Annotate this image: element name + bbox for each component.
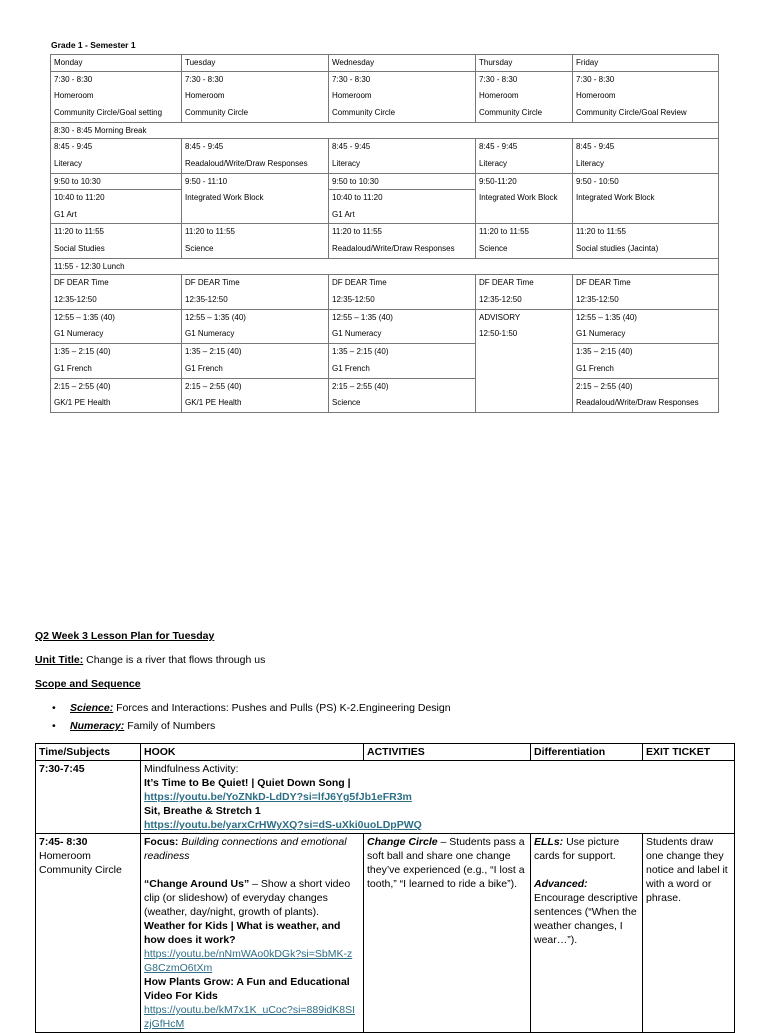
schedule-cell: 12:55 – 1:35 (40) G1 Numeracy <box>329 309 476 343</box>
schedule-row <box>51 344 719 378</box>
schedule-cell: 2:15 – 2:55 (40) GK/1 PE Health <box>182 378 329 412</box>
day-header: Tuesday <box>182 55 329 72</box>
schedule-cell: DF DEAR Time 12:35-12:50 <box>329 275 476 309</box>
focus-label: Focus: <box>144 836 179 848</box>
schedule-cell: 7:30 - 8:30 Homeroom Community Circle <box>476 71 573 122</box>
hook-cell <box>141 761 735 834</box>
schedule-cell: 1:35 – 2:15 (40) G1 French <box>329 344 476 378</box>
weather-video-link[interactable]: https://youtu.be/nNmWAo0kDGk?si=SbMK-zG8CzmO6tXm <box>144 948 353 974</box>
schedule-cell: 2:15 – 2:55 (40) Readaloud/Write/Draw Responses <box>573 378 719 412</box>
schedule-cell: 11:20 to 11:55 Science <box>476 224 573 258</box>
schedule-cell: 7:30 - 8:30 Homeroom Community Circle/Goal Review <box>573 71 719 122</box>
activity-desc: – Students pass a soft ball and share one change they’ve experienced (e.g., “I lost a tooth,” “I learned to ride a bike”). <box>367 836 525 890</box>
schedule-cell: 2:15 – 2:55 (40) GK/1 PE Health <box>51 378 182 412</box>
schedule-cell: 9:50-11:20 Integrated Work Block <box>476 173 573 224</box>
ell-value: Use picture cards for support. <box>534 836 620 862</box>
morning-break-cell: 8:30 - 8:45 Morning Break <box>51 122 719 139</box>
numeracy-value: Family of Numbers <box>124 720 216 732</box>
advanced-label: Advanced: <box>534 878 588 890</box>
scope-item-science <box>52 701 451 719</box>
weekly-schedule-table <box>50 54 719 413</box>
schedule-cell: 7:30 - 8:30 Homeroom Community Circle <box>329 71 476 122</box>
schedule-cell: 1:35 – 2:15 (40) G1 French <box>51 344 182 378</box>
exit-ticket-cell: Students draw one change they notice and label it with a word or phrase. <box>643 834 735 1033</box>
schedule-row <box>51 275 719 309</box>
stretch-link[interactable]: https://youtu.be/yarxCrHWyXQ?si=dS-uXki0uoLDpPWQ <box>144 819 422 831</box>
video-desc: – Show a short video clip (or slideshow) of everyday changes (weather, day/night, growth of plants). <box>144 878 351 918</box>
subject-label: Homeroom Community Circle <box>39 850 122 876</box>
science-label: Science: <box>70 702 114 714</box>
schedule-cell: 10:40 to 11:20 G1 Art <box>51 190 182 224</box>
numeracy-label: Numeracy: <box>70 720 125 732</box>
activity-title: Change Circle <box>367 836 438 848</box>
schedule-cell: 1:35 – 2:15 (40) G1 French <box>573 344 719 378</box>
hook-cell <box>141 834 364 1033</box>
column-header: EXIT TICKET <box>643 744 735 761</box>
science-value: Forces and Interactions: Pushes and Pulls (PS) K-2.Engineering Design <box>113 702 451 714</box>
schedule-cell: 10:40 to 11:20 G1 Art <box>329 190 476 224</box>
schedule-cell: DF DEAR Time 12:35-12:50 <box>573 275 719 309</box>
song-title: It’s Time to Be Quiet! | Quiet Down Song | <box>144 777 351 789</box>
schedule-row <box>51 309 719 343</box>
ell-label: ELLs: <box>534 836 564 848</box>
unit-title-label: Unit Title: <box>35 654 84 666</box>
scope-heading: Scope and Sequence <box>35 678 141 690</box>
advanced-value: Encourage descriptive sentences (“When the weather changes, I wear…”). <box>534 892 638 946</box>
mindfulness-label: Mindfulness Activity: <box>144 763 239 775</box>
schedule-cell: 11:20 to 11:55 Readaloud/Write/Draw Responses <box>329 224 476 258</box>
schedule-cell: DF DEAR Time 12:35-12:50 <box>182 275 329 309</box>
schedule-row <box>51 139 719 173</box>
day-header: Monday <box>51 55 182 72</box>
schedule-cell-advisory: ADVISORY 12:50-1:50 <box>476 309 573 412</box>
schedule-cell: 9:50 to 10:30 <box>329 173 476 190</box>
scope-item-numeracy <box>52 719 451 737</box>
column-header: ACTIVITIES <box>364 744 531 761</box>
schedule-cell: 8:45 - 9:45 Literacy <box>329 139 476 173</box>
time-label: 7:45- 8:30 <box>39 836 88 848</box>
schedule-cell: DF DEAR Time 12:35-12:50 <box>51 275 182 309</box>
schedule-cell: 1:35 – 2:15 (40) G1 French <box>182 344 329 378</box>
schedule-row <box>51 378 719 412</box>
column-header: Differentiation <box>531 744 643 761</box>
schedule-cell: 12:55 – 1:35 (40) G1 Numeracy <box>51 309 182 343</box>
bullet-icon: • <box>52 702 56 714</box>
schedule-cell: 9:50 to 10:30 <box>51 173 182 190</box>
schedule-row-break <box>51 122 719 139</box>
focus-value: Building connections and emotional readiness <box>144 836 347 862</box>
day-header: Wednesday <box>329 55 476 72</box>
column-header: HOOK <box>141 744 364 761</box>
schedule-cell: 2:15 – 2:55 (40) Science <box>329 378 476 412</box>
schedule-cell: 9:50 - 10:50 Integrated Work Block <box>573 173 719 224</box>
schedule-cell: 11:20 to 11:55 Science <box>182 224 329 258</box>
stretch-title: Sit, Breathe & Stretch 1 <box>144 805 261 817</box>
video-title: “Change Around Us” <box>144 878 250 890</box>
schedule-cell: 12:55 – 1:35 (40) G1 Numeracy <box>573 309 719 343</box>
lesson-plan-table <box>35 743 735 1033</box>
scope-list <box>52 701 451 737</box>
unit-title-value: Change is a river that flows through us <box>83 654 266 666</box>
schedule-row <box>51 173 719 190</box>
schedule-cell: 8:45 - 9:45 Literacy <box>573 139 719 173</box>
schedule-row-homeroom <box>51 71 719 122</box>
schedule-cell: 8:45 - 9:45 Readaloud/Write/Draw Responses <box>182 139 329 173</box>
lunch-cell: 11:55 - 12:30 Lunch <box>51 258 719 275</box>
schedule-title: Grade 1 - Semester 1 <box>51 40 136 50</box>
day-header: Thursday <box>476 55 573 72</box>
column-header: Time/Subjects <box>36 744 141 761</box>
lesson-row-homeroom <box>36 834 735 1033</box>
schedule-cell: 11:20 to 11:55 Social studies (Jacinta) <box>573 224 719 258</box>
weather-video-title: Weather for Kids | What is weather, and how does it work? <box>144 920 341 946</box>
schedule-row <box>51 224 719 258</box>
schedule-cell: 8:45 - 9:45 Literacy <box>51 139 182 173</box>
unit-title <box>35 654 265 666</box>
schedule-cell: 9:50 - 11:10 Integrated Work Block <box>182 173 329 224</box>
activities-cell <box>364 834 531 1033</box>
time-cell <box>36 834 141 1033</box>
schedule-cell: 7:30 - 8:30 Homeroom Community Circle/Goal setting <box>51 71 182 122</box>
differentiation-cell <box>531 834 643 1033</box>
schedule-cell: 8:45 - 9:45 Literacy <box>476 139 573 173</box>
time-cell: 7:30-7:45 <box>36 761 141 834</box>
song-link[interactable]: https://youtu.be/YoZNkD-LdDY?si=lfJ6Yg5fJb1eFR3m <box>144 791 412 803</box>
schedule-cell: DF DEAR Time 12:35-12:50 <box>476 275 573 309</box>
plants-video-link[interactable]: https://youtu.be/kM7x1K_uCoc?si=889idK8SIzjGfHcM <box>144 1004 356 1030</box>
day-header: Friday <box>573 55 719 72</box>
lesson-plan-title: Q2 Week 3 Lesson Plan for Tuesday <box>35 630 215 642</box>
lesson-table-header <box>36 744 735 761</box>
schedule-cell: 11:20 to 11:55 Social Studies <box>51 224 182 258</box>
schedule-row-lunch <box>51 258 719 275</box>
plants-video-title: How Plants Grow: A Fun and Educational Video For Kids <box>144 976 350 1002</box>
schedule-header-row <box>51 55 719 72</box>
bullet-icon: • <box>52 720 56 732</box>
schedule-cell: 7:30 - 8:30 Homeroom Community Circle <box>182 71 329 122</box>
schedule-cell: 12:55 – 1:35 (40) G1 Numeracy <box>182 309 329 343</box>
lesson-row-mindfulness <box>36 761 735 834</box>
